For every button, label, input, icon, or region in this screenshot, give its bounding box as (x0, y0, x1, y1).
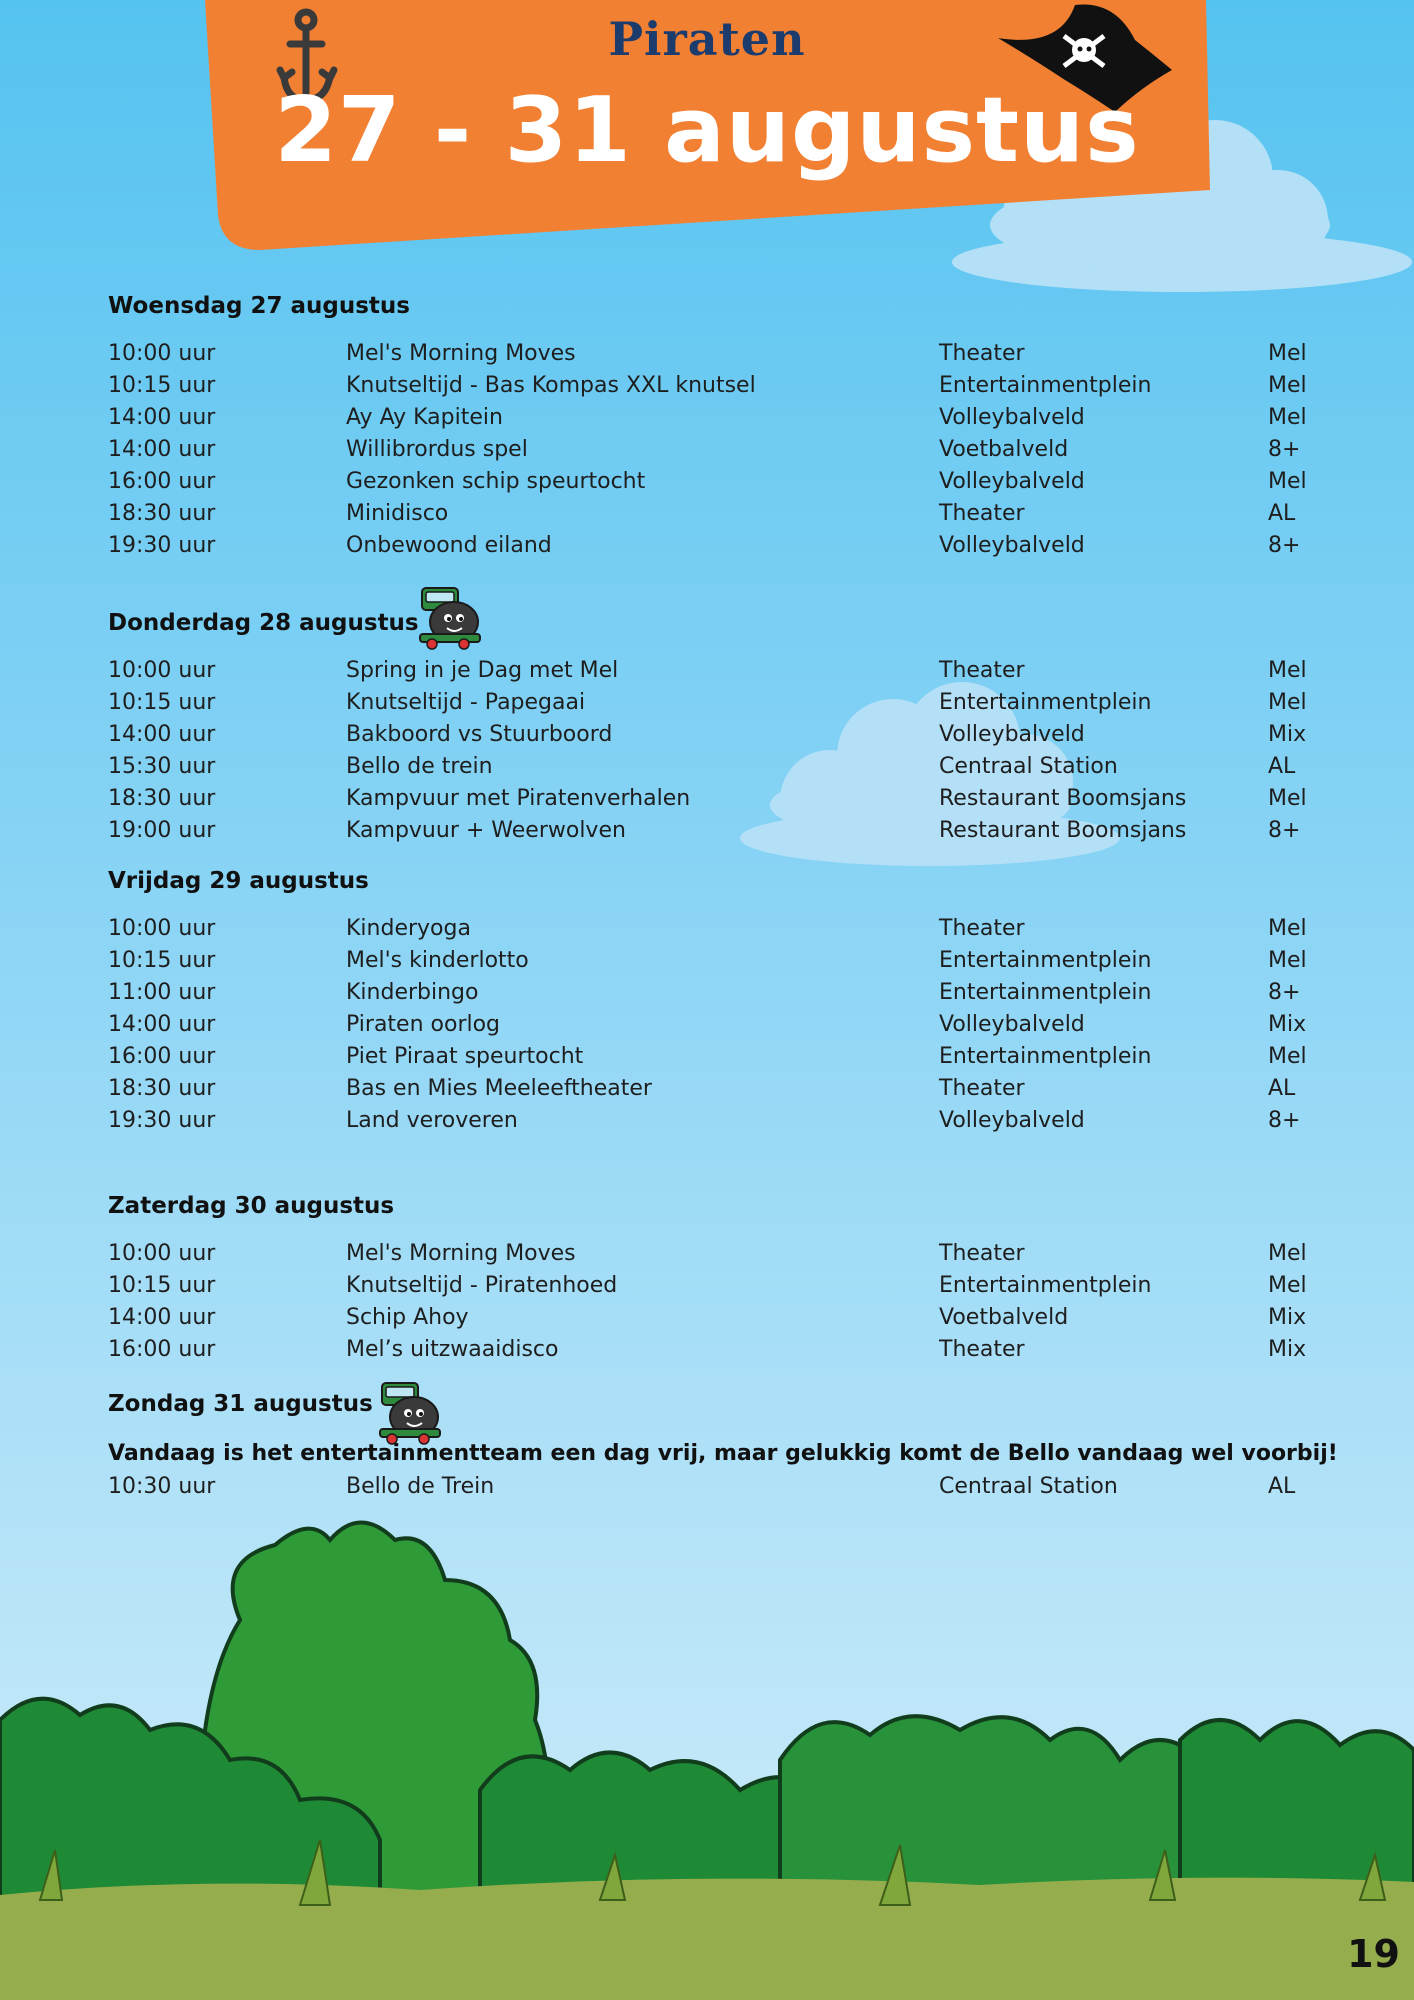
activity: Knutseltijd - Piratenhoed (346, 1273, 618, 1298)
audience: AL (1268, 501, 1296, 526)
activity: Knutseltijd - Bas Kompas XXL knutsel (346, 373, 756, 398)
schedule-row (0, 722, 1414, 754)
location: Voetbalveld (939, 1305, 1069, 1330)
audience: Mel (1268, 1273, 1307, 1298)
location: Theater (939, 1337, 1025, 1362)
audience: Mel (1268, 1241, 1307, 1266)
time: 19:30 uur (108, 533, 216, 558)
time: 18:30 uur (108, 501, 216, 526)
location: Volleybalveld (939, 722, 1085, 747)
location: Restaurant Boomsjans (939, 818, 1187, 843)
activity: Kampvuur met Piratenverhalen (346, 786, 691, 811)
location: Entertainmentplein (939, 373, 1152, 398)
audience: Mel (1268, 916, 1307, 941)
page-number: 19 (1347, 1932, 1400, 1976)
day-title: Zaterdag 30 augustus (108, 1193, 395, 1219)
activity: Willibrordus spel (346, 437, 528, 462)
location: Volleybalveld (939, 1108, 1085, 1133)
activity: Knutseltijd - Papegaai (346, 690, 586, 715)
time: 19:00 uur (108, 818, 216, 843)
activity: Schip Ahoy (346, 1305, 469, 1330)
time: 18:30 uur (108, 1076, 216, 1101)
schedule-row (0, 1108, 1414, 1140)
schedule-row (0, 690, 1414, 722)
location: Volleybalveld (939, 533, 1085, 558)
activity: Spring in je Dag met Mel (346, 658, 619, 683)
activity: Kinderyoga (346, 916, 471, 941)
activity: Piraten oorlog (346, 1012, 501, 1037)
activity: Minidisco (346, 501, 449, 526)
schedule-row (0, 1044, 1414, 1076)
activity: Land veroveren (346, 1108, 518, 1133)
audience: 8+ (1268, 980, 1301, 1005)
audience: 8+ (1268, 818, 1301, 843)
location: Volleybalveld (939, 469, 1085, 494)
location: Theater (939, 916, 1025, 941)
schedule-row (0, 1474, 1414, 1506)
day-note: Vandaag is het entertainmentteam een dag vrij, maar gelukkig komt de Bello vandaag wel voorbij! (108, 1441, 1338, 1466)
schedule-row (0, 1305, 1414, 1337)
audience: Mix (1268, 1012, 1307, 1037)
location: Entertainmentplein (939, 980, 1152, 1005)
activity: Mel's Morning Moves (346, 341, 576, 366)
schedule-row (0, 373, 1414, 405)
schedule-row (0, 818, 1414, 850)
date-range-title: 27 - 31 augustus (274, 78, 1140, 183)
time: 16:00 uur (108, 1337, 216, 1362)
location: Volleybalveld (939, 1012, 1085, 1037)
audience: Mix (1268, 722, 1307, 747)
audience: 8+ (1268, 1108, 1301, 1133)
time: 10:15 uur (108, 373, 216, 398)
activity: Mel's Morning Moves (346, 1241, 576, 1266)
audience: 8+ (1268, 533, 1301, 558)
audience: Mel (1268, 469, 1307, 494)
time: 14:00 uur (108, 437, 216, 462)
schedule-row (0, 1337, 1414, 1369)
time: 16:00 uur (108, 1044, 216, 1069)
schedule-row (0, 1012, 1414, 1044)
schedule-row (0, 948, 1414, 980)
schedule-row (0, 341, 1414, 373)
time: 10:15 uur (108, 690, 216, 715)
audience: Mel (1268, 948, 1307, 973)
time: 10:00 uur (108, 658, 216, 683)
location: Theater (939, 341, 1025, 366)
schedule-row (0, 1273, 1414, 1305)
audience: AL (1268, 754, 1296, 779)
location: Voetbalveld (939, 437, 1069, 462)
schedule-row (0, 501, 1414, 533)
time: 10:00 uur (108, 341, 216, 366)
schedule-row (0, 754, 1414, 786)
audience: 8+ (1268, 437, 1301, 462)
audience: Mel (1268, 341, 1307, 366)
audience: AL (1268, 1474, 1296, 1499)
location: Theater (939, 1241, 1025, 1266)
time: 10:30 uur (108, 1474, 216, 1499)
day-title: Donderdag 28 augustus (108, 610, 419, 636)
schedule-row (0, 916, 1414, 948)
schedule-row (0, 1076, 1414, 1108)
audience: Mel (1268, 690, 1307, 715)
audience: Mix (1268, 1337, 1307, 1362)
location: Centraal Station (939, 754, 1118, 779)
time: 19:30 uur (108, 1108, 216, 1133)
time: 14:00 uur (108, 1012, 216, 1037)
audience: Mel (1268, 1044, 1307, 1069)
time: 10:00 uur (108, 1241, 216, 1266)
activity: Kinderbingo (346, 980, 479, 1005)
activity: Mel’s uitzwaaidisco (346, 1337, 559, 1362)
activity: Bello de Trein (346, 1474, 495, 1499)
day-title: Woensdag 27 augustus (108, 293, 410, 319)
time: 10:00 uur (108, 916, 216, 941)
schedule-row (0, 405, 1414, 437)
audience: AL (1268, 1076, 1296, 1101)
activity: Onbewoond eiland (346, 533, 552, 558)
time: 18:30 uur (108, 786, 216, 811)
schedule-row (0, 533, 1414, 565)
schedule-row (0, 980, 1414, 1012)
audience: Mel (1268, 658, 1307, 683)
ground (0, 1878, 1414, 2000)
train-icon (420, 588, 480, 649)
time: 10:15 uur (108, 948, 216, 973)
activity: Mel's kinderlotto (346, 948, 529, 973)
schedule-row (0, 437, 1414, 469)
location: Theater (939, 658, 1025, 683)
theme-title: Piraten (608, 12, 806, 66)
time: 15:30 uur (108, 754, 216, 779)
train-icon (380, 1383, 440, 1444)
location: Centraal Station (939, 1474, 1118, 1499)
time: 11:00 uur (108, 980, 216, 1005)
location: Entertainmentplein (939, 690, 1152, 715)
activity: Kampvuur + Weerwolven (346, 818, 626, 843)
location: Theater (939, 1076, 1025, 1101)
time: 10:15 uur (108, 1273, 216, 1298)
location: Volleybalveld (939, 405, 1085, 430)
activity: Gezonken schip speurtocht (346, 469, 646, 494)
schedule-row (0, 469, 1414, 501)
time: 16:00 uur (108, 469, 216, 494)
activity: Bello de trein (346, 754, 493, 779)
time: 14:00 uur (108, 722, 216, 747)
schedule-row (0, 786, 1414, 818)
audience: Mel (1268, 373, 1307, 398)
schedule-row (0, 658, 1414, 690)
location: Entertainmentplein (939, 948, 1152, 973)
activity: Bakboord vs Stuurboord (346, 722, 613, 747)
activity: Piet Piraat speurtocht (346, 1044, 584, 1069)
audience: Mel (1268, 405, 1307, 430)
activity: Bas en Mies Meeleeftheater (346, 1076, 652, 1101)
day-title: Zondag 31 augustus (108, 1391, 373, 1417)
activity: Ay Ay Kapitein (346, 405, 503, 430)
day-title: Vrijdag 29 augustus (108, 868, 369, 894)
audience: Mel (1268, 786, 1307, 811)
audience: Mix (1268, 1305, 1307, 1330)
location: Theater (939, 501, 1025, 526)
time: 14:00 uur (108, 1305, 216, 1330)
location: Entertainmentplein (939, 1273, 1152, 1298)
location: Restaurant Boomsjans (939, 786, 1187, 811)
time: 14:00 uur (108, 405, 216, 430)
location: Entertainmentplein (939, 1044, 1152, 1069)
schedule-row (0, 1241, 1414, 1273)
